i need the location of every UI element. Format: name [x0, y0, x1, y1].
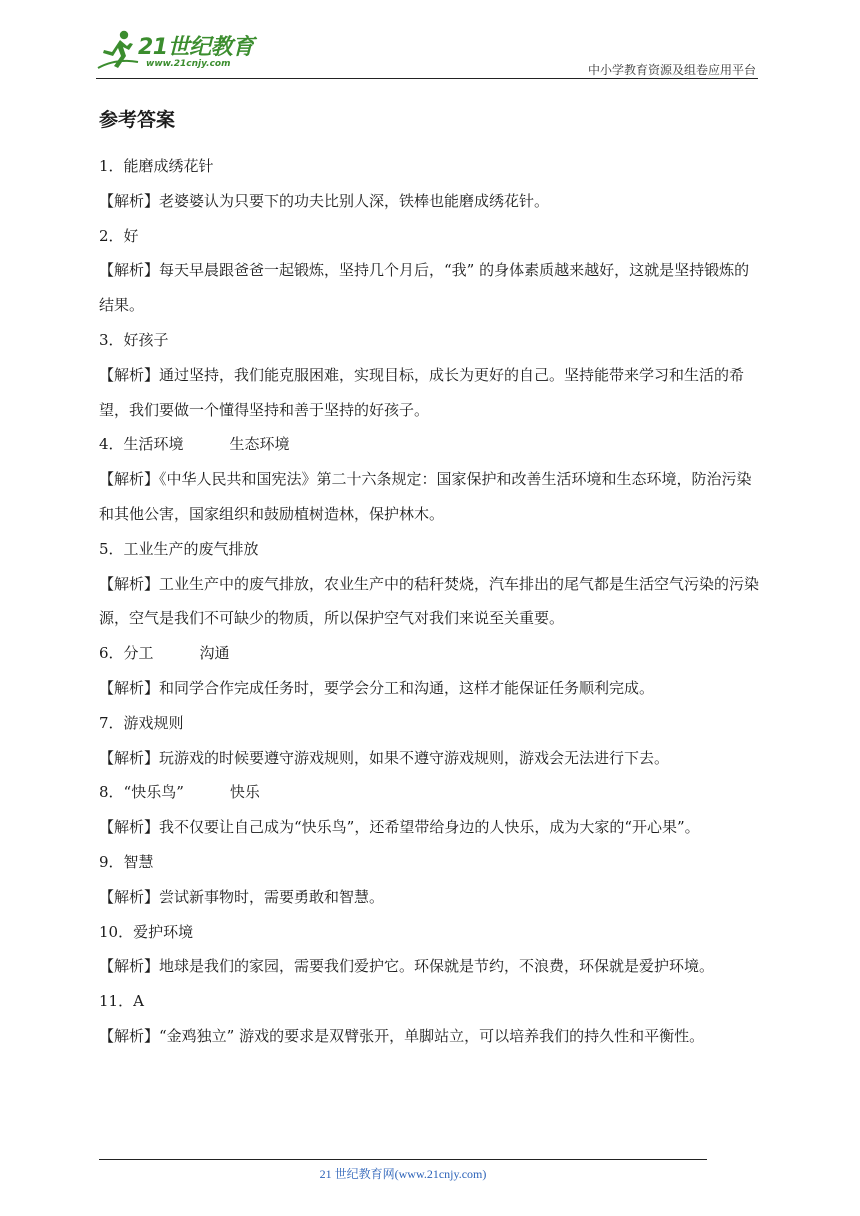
analysis-text: 【解析】《中华人民共和国宪法》第二十六条规定：国家保护和改善生活环境和生态环境，防治污染和其他公害，国家组织和鼓励植树造林，保护林木。	[99, 470, 752, 523]
analysis-text: 【解析】老婆婆认为只要下的功夫比别人深，铁棒也能磨成绣花针。	[99, 191, 550, 210]
runner-logo-icon	[96, 28, 140, 72]
answer-item	[99, 149, 761, 219]
answer-item	[99, 427, 761, 531]
answer-item	[99, 775, 761, 845]
answer-line: 1．能磨成绣花针	[99, 157, 214, 175]
logo-url: www.21cnjy.com	[146, 59, 231, 69]
answer-key	[99, 105, 761, 1054]
answer-line: 5．工业生产的废气排放	[99, 539, 259, 558]
analysis-text: 【解析】我不仅要让自己成为“快乐鸟”，还希望带给身边的人快乐，成为大家的“开心果”。	[99, 818, 700, 837]
answer-item	[99, 845, 761, 915]
answer-line: 10．爱护环境	[99, 922, 194, 941]
analysis-text: 【解析】通过坚持，我们能克服困难，实现目标，成长为更好的自己。坚持能带来学习和生活的希望，我们要做一个懂得坚持和善于坚持的好孩子。	[99, 365, 745, 419]
page-title: 参考答案	[99, 109, 176, 131]
logo	[96, 28, 266, 76]
answer-line: 8．“快乐鸟” 快乐	[99, 783, 260, 802]
answer-item	[99, 915, 761, 985]
answer-item	[99, 323, 761, 427]
analysis-text: 【解析】每天早晨跟爸爸一起锻炼，坚持几个月后，“我” 的身体素质越来越好，这就是坚持锻炼的结果。	[99, 261, 750, 315]
answer-line: 11．A	[99, 992, 144, 1011]
answer-item	[99, 984, 761, 1054]
header-divider	[96, 78, 758, 79]
page-header	[96, 28, 756, 80]
platform-name: 中小学教育资源及组卷应用平台	[587, 63, 756, 77]
answer-item	[99, 706, 761, 776]
answer-line: 6．分工 沟通	[99, 644, 230, 663]
answer-item	[99, 636, 761, 706]
answer-line: 9．智慧	[99, 852, 154, 871]
analysis-text: 【解析】工业生产中的废气排放，农业生产中的秸秆焚烧，汽车排出的尾气都是生活空气污染的污染源，空气是我们不可缺少的物质，所以保护空气对我们来说至关重要。	[99, 574, 760, 628]
answer-line: 3．好孩子	[99, 330, 169, 349]
analysis-text: 【解析】“金鸡独立” 游戏的要求是双臂张开，单脚站立，可以培养我们的持久性和平衡性。	[99, 1026, 705, 1045]
analysis-text: 【解析】地球是我们的家园，需要我们爱护它。环保就是节约，不浪费，环保就是爱护环境。	[99, 957, 715, 976]
footer-divider	[99, 1159, 707, 1160]
answer-item	[99, 532, 761, 636]
answer-line: 2．好	[99, 226, 139, 245]
page-footer[interactable]: 21 世纪教育网(www.21cnjy.com)	[319, 1167, 487, 1181]
analysis-text: 【解析】尝试新事物时，需要勇敢和智慧。	[99, 887, 385, 906]
answer-line: 4．生活环境 生态环境	[99, 435, 290, 454]
answer-item	[99, 219, 761, 323]
analysis-text: 【解析】和同学合作完成任务时，要学会分工和沟通，这样才能保证任务顺利完成。	[99, 678, 655, 697]
answer-line: 7．游戏规则	[99, 713, 184, 732]
analysis-text: 【解析】玩游戏的时候要遵守游戏规则，如果不遵守游戏规则，游戏会无法进行下去。	[99, 748, 670, 767]
logo-text: 21世纪教育	[138, 35, 254, 60]
